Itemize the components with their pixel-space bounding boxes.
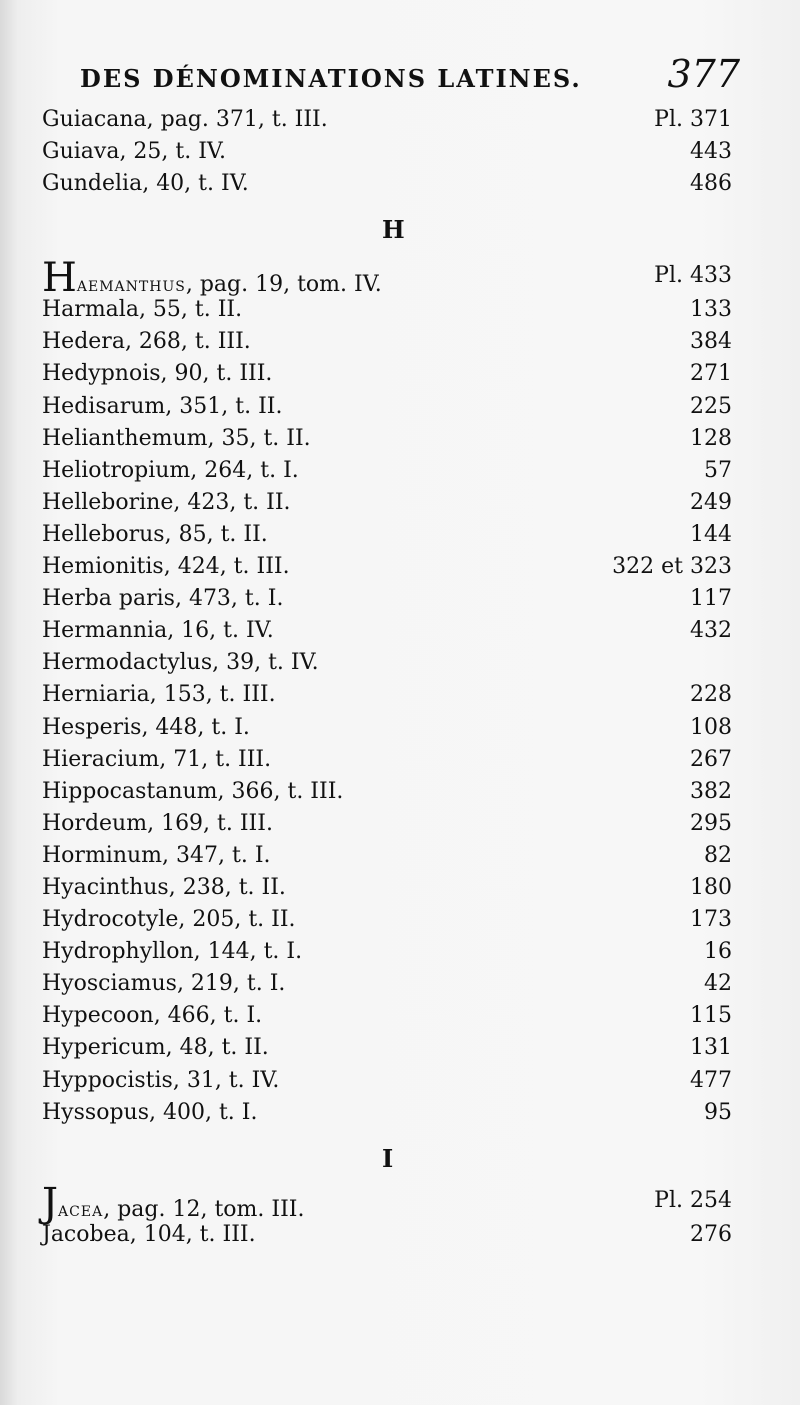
entry-term: Hyosciamus, 219, t. I.	[42, 971, 286, 997]
index-entry	[42, 616, 732, 648]
index-entry	[42, 424, 732, 456]
index-entry	[42, 680, 732, 712]
entry-term: Hydrophyllon, 144, t. I.	[42, 939, 303, 965]
drop-initial: H	[42, 255, 77, 302]
index-entry	[42, 1066, 732, 1098]
entry-term: Hydrocotyle, 205, t. II.	[42, 907, 296, 933]
entry-term: Hermodactylus, 39, t. IV.	[42, 650, 319, 676]
h-entry-list	[42, 295, 732, 1129]
entry-plate: 57	[704, 457, 732, 483]
index-entry	[42, 745, 732, 777]
index-entry	[42, 713, 732, 745]
i-entry-list	[42, 1220, 732, 1252]
entry-term: Hieracium, 71, t. III.	[42, 746, 272, 772]
entry-plate: 228	[690, 682, 732, 708]
section-heading-h	[42, 201, 732, 261]
entry-plate: 382	[690, 778, 732, 804]
entry-plate: 117	[690, 586, 732, 612]
entry-term-tail: , pag. 12, tom. III.	[103, 1196, 305, 1222]
entry-plate: 486	[690, 171, 732, 197]
entry-term	[42, 255, 382, 302]
entry-plate: 322 et 323	[612, 554, 732, 580]
entry-plate: 108	[690, 714, 732, 740]
entry-term: Hedypnois, 90, t. III.	[42, 361, 273, 387]
page-header	[80, 52, 740, 102]
index-entry	[42, 1001, 732, 1033]
index-entry	[42, 905, 732, 937]
entry-term: Hemionitis, 424, t. III.	[42, 554, 290, 580]
index-entry	[42, 295, 732, 327]
entry-plate: 82	[704, 842, 732, 868]
entry-term: Harmala, 55, t. II.	[42, 297, 243, 323]
entry-term: Helleborus, 85, t. II.	[42, 521, 268, 547]
entry-term: Hedera, 268, t. III.	[42, 329, 251, 355]
entry-plate: 477	[690, 1067, 732, 1093]
entry-term: Hippocastanum, 366, t. III.	[42, 778, 344, 804]
index-entry	[42, 937, 732, 969]
entry-plate: 249	[690, 489, 732, 515]
drop-initial: J	[42, 1179, 59, 1226]
entry-plate: 16	[704, 939, 732, 965]
index-entry	[42, 392, 732, 424]
entry-term: Heliotropium, 264, t. I.	[42, 457, 299, 483]
entry-term: Herba paris, 473, t. I.	[42, 586, 284, 612]
index-entry-guiacana	[42, 105, 732, 137]
index-entry-guiava	[42, 137, 732, 169]
entry-term: Hypecoon, 466, t. I.	[42, 1003, 263, 1029]
index-entry	[42, 809, 732, 841]
entry-term	[42, 1179, 305, 1226]
index-entry	[42, 873, 732, 905]
entry-plate: 384	[690, 329, 732, 355]
entry-plate: 443	[690, 139, 732, 165]
entry-term: Helianthemum, 35, t. II.	[42, 425, 311, 451]
entry-term: Hyacinthus, 238, t. II.	[42, 874, 286, 900]
index-entries	[42, 105, 732, 1252]
index-entry	[42, 327, 732, 359]
index-entry	[42, 1220, 732, 1252]
index-entry	[42, 520, 732, 552]
entry-term: Guiacana, pag. 371, t. III.	[42, 107, 328, 132]
entry-term: Hyssopus, 400, t. I.	[42, 1099, 258, 1125]
index-entry-haemanthus	[42, 255, 732, 302]
entry-plate: Pl. 433	[654, 263, 732, 289]
entry-term: Hedisarum, 351, t. II.	[42, 393, 283, 419]
entry-term: Guiava, 25, t. IV.	[42, 139, 226, 165]
entry-plate: 271	[690, 361, 732, 387]
entry-plate: 133	[690, 297, 732, 323]
entry-plate: 432	[690, 618, 732, 644]
entry-term: Hordeum, 169, t. III.	[42, 810, 273, 836]
entry-term: Hesperis, 448, t. I.	[42, 714, 250, 740]
index-entry	[42, 648, 732, 680]
entry-plate: 95	[704, 1099, 732, 1125]
small-caps-word: AEMANTHUS	[76, 279, 186, 296]
entry-plate: 42	[704, 971, 732, 997]
entry-plate: 267	[690, 746, 732, 772]
index-entry	[42, 777, 732, 809]
section-letter: I	[382, 1143, 394, 1173]
entry-term: Gundelia, 40, t. IV.	[42, 171, 249, 197]
entry-plate: Pl. 254	[654, 1187, 732, 1213]
index-entry-jacea	[42, 1179, 732, 1226]
index-entry	[42, 488, 732, 520]
entry-term: Hyppocistis, 31, t. IV.	[42, 1067, 280, 1093]
entry-plate: 295	[690, 810, 732, 836]
section-heading-i	[42, 1130, 732, 1186]
entry-plate: 173	[690, 907, 732, 933]
entry-term: Helleborine, 423, t. II.	[42, 489, 291, 515]
index-entry	[42, 584, 732, 616]
entry-plate: 225	[690, 393, 732, 419]
entry-term: Hermannia, 16, t. IV.	[42, 618, 274, 644]
entry-plate: 128	[690, 425, 732, 451]
entry-plate: 276	[690, 1221, 732, 1247]
index-entry	[42, 359, 732, 391]
entry-term-tail: , pag. 19, tom. IV.	[185, 272, 382, 298]
entry-plate: 180	[690, 874, 732, 900]
entry-plate: 115	[690, 1003, 732, 1029]
index-entry	[42, 456, 732, 488]
section-letter: H	[382, 215, 405, 245]
index-entry	[42, 1033, 732, 1065]
index-entry-gundelia	[42, 169, 732, 201]
entry-term: Jacobea, 104, t. III.	[42, 1221, 256, 1247]
index-entry	[42, 552, 732, 584]
entry-plate: Pl. 371	[654, 107, 732, 132]
entry-plate: 131	[690, 1035, 732, 1061]
index-entry	[42, 841, 732, 873]
entry-term: Horminum, 347, t. I.	[42, 842, 271, 868]
running-title: DES DÉNOMINATIONS LATINES.	[80, 64, 582, 93]
small-caps-word: ACEA	[58, 1203, 104, 1220]
page-number: 377	[667, 52, 740, 96]
index-entry	[42, 1098, 732, 1130]
entry-term: Herniaria, 153, t. III.	[42, 682, 276, 708]
entry-term: Hypericum, 48, t. II.	[42, 1035, 269, 1061]
entry-plate: 144	[690, 521, 732, 547]
index-entry	[42, 969, 732, 1001]
